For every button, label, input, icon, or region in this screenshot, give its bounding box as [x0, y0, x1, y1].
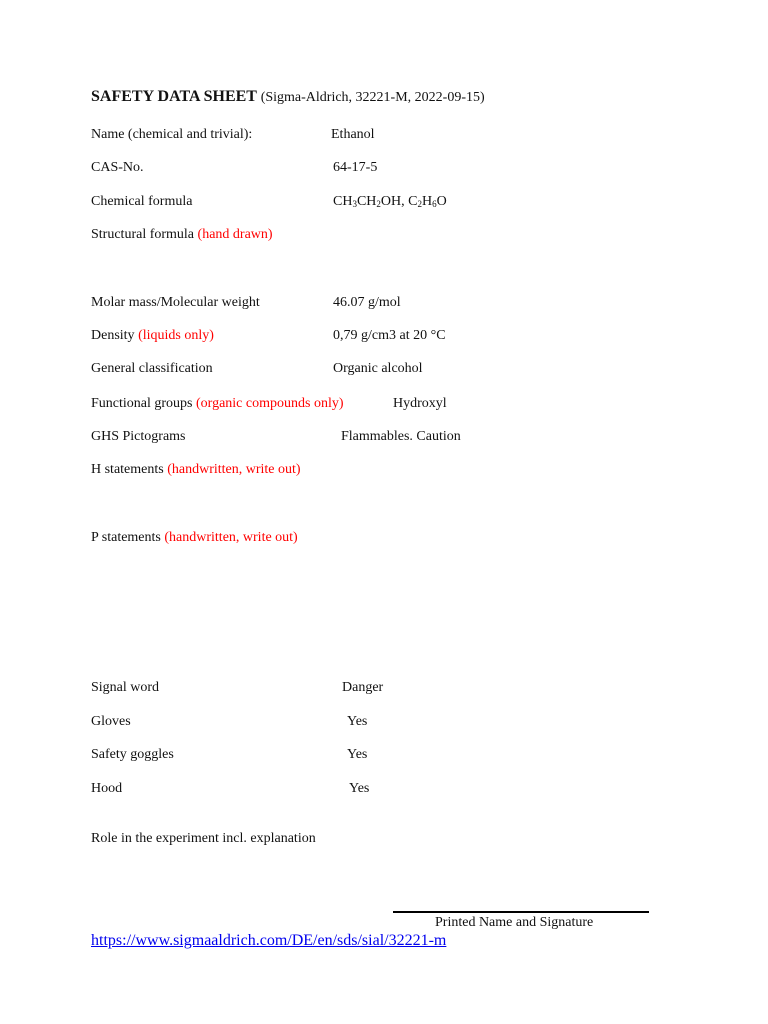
goggles-label: Safety goggles: [91, 747, 174, 762]
density-value: 0,79 g/cm3 at 20 °C: [333, 328, 446, 343]
formula-subscript: 6: [432, 199, 437, 209]
p-statements-label-text: P statements: [91, 530, 161, 545]
signature-line: [393, 911, 649, 913]
density-label: [91, 327, 214, 345]
formula-value: [333, 193, 447, 211]
formula-label: Chemical formula: [91, 194, 193, 209]
title-main: SAFETY DATA SHEET: [91, 88, 257, 105]
name-label: Name (chemical and trivial):: [91, 127, 253, 142]
h-statements-note: (handwritten, write out): [167, 462, 301, 477]
functional-groups-label-text: Functional groups: [91, 396, 193, 411]
ghs-value: Flammables. Caution: [341, 429, 461, 444]
molar-mass-value: 46.07 g/mol: [333, 295, 401, 310]
signal-word-value: Danger: [342, 680, 384, 695]
formula-part: O: [436, 194, 447, 209]
functional-groups-note: (organic compounds only): [196, 396, 344, 411]
title-source: (Sigma-Aldrich, 32221-M, 2022-09-15): [260, 90, 485, 105]
ghs-label: GHS Pictograms: [91, 429, 186, 444]
signature-caption: Printed Name and Signature: [435, 915, 594, 930]
h-statements-label: [91, 461, 301, 479]
h-statements-label-text: H statements: [91, 462, 164, 477]
density-note: (liquids only): [138, 328, 214, 343]
role-label: Role in the experiment incl. explanation: [91, 831, 316, 846]
formula-part: CH: [333, 194, 353, 209]
name-value: Ethanol: [331, 127, 375, 142]
formula-subscript: 3: [352, 199, 357, 209]
classification-label: General classification: [91, 361, 213, 376]
classification-value: Organic alcohol: [333, 361, 423, 376]
molar-mass-label: Molar mass/Molecular weight: [91, 295, 260, 310]
gloves-label: Gloves: [91, 714, 131, 729]
cas-value: 64-17-5: [333, 160, 378, 175]
formula-subscript: 2: [376, 199, 381, 209]
density-label-text: Density: [91, 328, 135, 343]
page-title: [91, 88, 485, 107]
signal-word-label: Signal word: [91, 680, 160, 695]
formula-part: H: [421, 194, 433, 209]
formula-part: CH: [356, 194, 377, 209]
structural-label-text: Structural formula: [91, 227, 195, 242]
functional-groups-label: [91, 395, 344, 413]
functional-groups-value: Hydroxyl: [393, 396, 447, 411]
gloves-value: Yes: [347, 714, 368, 729]
hood-value: Yes: [349, 781, 370, 796]
p-statements-label: [91, 529, 298, 547]
structural-note: (hand drawn): [197, 227, 273, 242]
structural-label: [91, 226, 273, 244]
goggles-value: Yes: [347, 747, 368, 762]
formula-part: OH, C: [380, 194, 418, 209]
p-statements-note: (handwritten, write out): [164, 530, 298, 545]
cas-label: CAS-No.: [91, 160, 144, 175]
formula-subscript: 2: [417, 199, 422, 209]
hood-label: Hood: [91, 781, 123, 796]
source-link[interactable]: https://www.sigmaaldrich.com/DE/en/sds/sial/32221-m: [91, 932, 447, 949]
